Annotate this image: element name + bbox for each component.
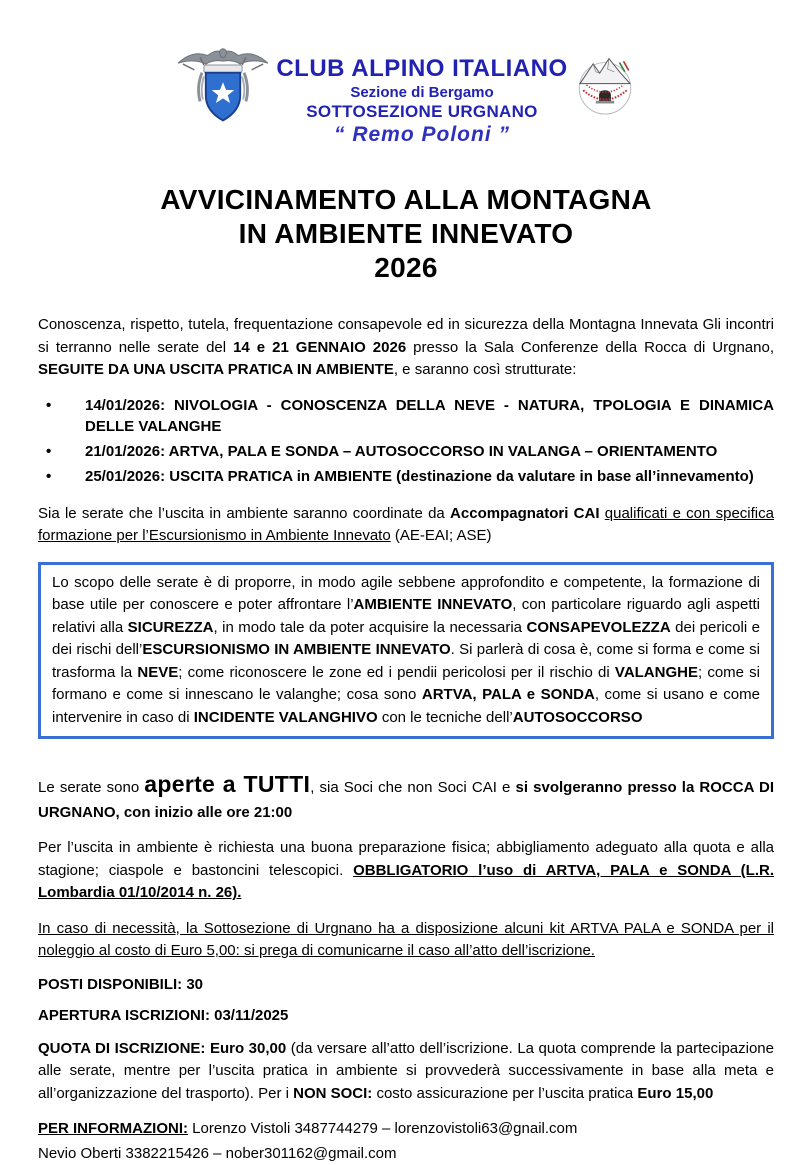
program-list xyxy=(38,395,774,488)
page-title-line-2: IN AMBIENTE INNEVATO xyxy=(238,217,574,249)
sezione-name: Sezione di Bergamo xyxy=(350,84,494,102)
sottosezione-nickname: “ Remo Poloni ” xyxy=(333,123,510,147)
preparation-paragraph: Per l’uscita in ambiente è richiesta una buona preparazione fisica; abbigliamento adeguato alla quota e alla stagione; ciaspole e bastoncini telescopici. OBBLIGATORIO l’uso di ARTVA, PALA e SONDA (L.R. Lombardia 01/10/2014 n. 26). xyxy=(38,839,774,902)
sottosezione-name: SOTTOSEZIONE URGNANO xyxy=(306,102,538,122)
registration-opening-line: APERTURA ISCRIZIONI: 03/11/2025 xyxy=(38,1006,289,1024)
open-to-all-paragraph: Le serate sono aperte a TUTTI, sia Soci che non Soci CAI e si svolgeranno presso la ROCCA DI URGNANO, con inizio alle ore 21:00 xyxy=(38,771,774,821)
purpose-paragraph: Lo scopo delle serate è di proporre, in modo agile sebbene approfondito e competente, la formazione di base utile per conoscere e poter affrontare l’AMBIENTE INNEVATO, con particolare riguardo agli aspetti relativi alla SICUREZZA, in modo tale da poter acquisire la necessaria CONSAPEVOLEZZA dei pericoli e dei rischi dell’ESCURSIONISMO IN AMBIENTE INNEVATO. Si parlerà di cosa è, come si forma e come si trasforma la NEVE; come riconoscere le zone ed i pendii pericolosi per il rischio di VALANGHE; come si formano e come si innescano le valanghe; cosa sono ARTVA, PALA e SONDA, come si usano e come intervenire in caso di INCIDENTE VALANGHIVO con le tecniche dell’AUTOSOCCORSO xyxy=(52,573,761,726)
header xyxy=(38,42,774,147)
available-seats-line: POSTI DISPONIBILI: 30 xyxy=(38,975,204,993)
page-title xyxy=(38,183,774,284)
document-body xyxy=(38,314,774,1165)
purpose-box xyxy=(38,562,774,740)
list-item: • 25/01/2026: USCITA PRATICA in AMBIENTE (destinazione da valutare in base all’innevamento) xyxy=(38,466,774,488)
club-name: CLUB ALPINO ITALIANO xyxy=(276,55,568,82)
urgnano-mountain-logo-icon xyxy=(572,52,638,123)
cai-eagle-shield-logo-icon xyxy=(174,44,272,135)
contact-info xyxy=(38,1118,774,1165)
header-text xyxy=(276,56,567,147)
contact-line-2: Nevio Oberti 3382215426 – nober301162@gmail.com xyxy=(38,1144,397,1162)
rental-paragraph: In caso di necessità, la Sottosezione di Urgnano ha a disposizione alcuni kit ARTVA PALA e SONDA per il noleggio al costo di Euro 5,00: si prega di comunicarne il caso all’atto dell’iscrizione. xyxy=(38,919,774,960)
page-title-line-3: 2026 xyxy=(374,251,438,283)
page-title-line-1: AVVICINAMENTO ALLA MONTAGNA xyxy=(160,184,652,216)
list-item: • 21/01/2026: ARTVA, PALA E SONDA – AUTOSOCCORSO IN VALANGA – ORIENTAMENTO xyxy=(38,441,774,463)
fee-paragraph: QUOTA DI ISCRIZIONE: Euro 30,00 (da versare all’atto dell’iscrizione. La quota comprende la partecipazione alle serate, mentre per l’uscita pratica in ambiente si provvederà successivamente in base alla meta e all’organizzazione del trasporto). Per i NON SOCI: costo assicurazione per l’uscita pratica Euro 15,00 xyxy=(38,1039,774,1102)
contact-line-1: PER INFORMAZIONI: Lorenzo Vistoli 3487744279 – lorenzovistoli63@gnail.com xyxy=(38,1120,578,1138)
intro-paragraph: Conoscenza, rispetto, tutela, frequentazione consapevole ed in sicurezza della Montagna Innevata Gli incontri si terranno nelle serate del 14 e 21 GENNAIO 2026 presso la Sala Conferenze della Rocca di Urgnano, SEGUITE DA UNA USCITA PRATICA IN AMBIENTE, e saranno così strutturate: xyxy=(38,316,775,379)
coordinators-paragraph: Sia le serate che l’uscita in ambiente saranno coordinate da Accompagnatori CAI qualificati e con specifica formazione per l’Escursionismo in Ambiente Innevato (AE-EAI; ASE) xyxy=(38,504,774,545)
list-item: • 14/01/2026: NIVOLOGIA - CONOSCENZA DELLA NEVE - NATURA, TPOLOGIA E DINAMICA DELLE VALANGHE xyxy=(38,395,774,439)
